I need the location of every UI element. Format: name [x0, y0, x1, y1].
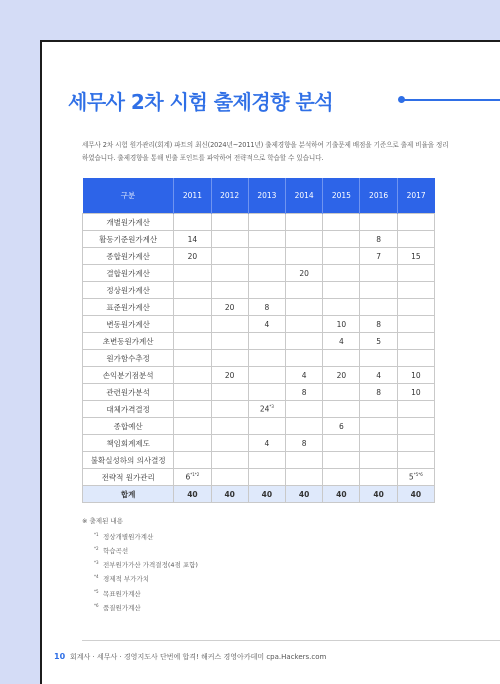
score-cell [360, 265, 397, 282]
row-subject: 정상원가계산 [83, 282, 174, 299]
score-value: 8 [376, 234, 381, 244]
score-cell [248, 299, 285, 316]
note-text: 전부원가가산 가격결정(4점 포함) [103, 561, 198, 570]
score-cell [211, 231, 248, 248]
score-cell [174, 231, 211, 248]
score-cell [397, 452, 434, 469]
score-cell [174, 248, 211, 265]
note-text: 정상개별원가계산 [103, 533, 154, 542]
score-cell [248, 265, 285, 282]
header-year: 2011 [174, 178, 211, 214]
score-cell [360, 418, 397, 435]
table-row [83, 418, 435, 435]
score-cell [360, 452, 397, 469]
score-value: 20 [336, 370, 347, 380]
note-mark: *6 [94, 602, 99, 608]
score-cell [174, 452, 211, 469]
table-row [83, 401, 435, 418]
row-subject: 결합원가계산 [83, 265, 174, 282]
row-subject: 초변동원가계산 [83, 333, 174, 350]
footnote-mark: *1*2 [190, 472, 200, 478]
score-cell [248, 384, 285, 401]
score-cell [286, 265, 323, 282]
table-row [83, 231, 435, 248]
row-subject: 관련원가분석 [83, 384, 174, 401]
score-value: 4 [338, 336, 344, 346]
row-subject: 전략적 원가관리 [83, 469, 174, 486]
score-cell [174, 401, 211, 418]
score-value: 5 [376, 336, 381, 346]
total-cell: 40 [248, 486, 285, 503]
row-subject: 개별원가계산 [83, 214, 174, 231]
score-cell [397, 316, 434, 333]
score-cell [360, 350, 397, 367]
note-item [94, 529, 198, 543]
score-cell [174, 333, 211, 350]
header-subject: 구분 [83, 178, 174, 214]
note-text: 목표원가계산 [103, 589, 141, 598]
score-value: 4 [376, 370, 381, 380]
table-row [83, 333, 435, 350]
score-cell [397, 282, 434, 299]
row-subject: 대체가격결정 [83, 401, 174, 418]
score-cell [286, 248, 323, 265]
table-row [83, 214, 435, 231]
score-cell [286, 469, 323, 486]
header-year: 2013 [248, 178, 285, 214]
score-cell [397, 333, 434, 350]
score-cell [397, 248, 434, 265]
score-cell [360, 282, 397, 299]
score-cell [211, 333, 248, 350]
header-year: 2014 [286, 178, 323, 214]
score-cell [248, 316, 285, 333]
score-value: 14 [187, 234, 198, 244]
score-cell [323, 333, 360, 350]
footer-text: 회계사 · 세무사 · 경영지도사 단번에 합격! 해커스 경영아카데미 cpa.Hackers.com [70, 653, 327, 661]
note-mark: *3 [94, 560, 99, 566]
score-cell [286, 316, 323, 333]
score-value: 6 [338, 421, 344, 431]
score-cell [397, 367, 434, 384]
note-item [94, 600, 198, 614]
score-cell [248, 367, 285, 384]
table-row [83, 384, 435, 401]
header-year: 2012 [211, 178, 248, 214]
score-value: 8 [376, 319, 381, 329]
score-cell [323, 282, 360, 299]
score-cell [397, 401, 434, 418]
table-row [83, 435, 435, 452]
header-year: 2016 [360, 178, 397, 214]
table-row [83, 367, 435, 384]
score-cell [323, 435, 360, 452]
score-value: 10 [336, 319, 347, 329]
score-value: 5 [408, 472, 414, 482]
score-cell [286, 299, 323, 316]
score-cell [174, 316, 211, 333]
score-cell [248, 231, 285, 248]
table-row [83, 350, 435, 367]
row-subject: 표준원가계산 [83, 299, 174, 316]
note-text: 학습곡선 [103, 547, 129, 556]
intro-paragraph: 세무사 2차 시험 원가관리(회계) 파트의 최신(2024년~2011년) 출제경향을 분석하여 기출문제 배점을 기준으로 출제 비율을 정리하였습니다. 출제경향을 통해 빈출 포인트를 파악하여 전략적으로 학습할 수 있습니다. [82, 141, 449, 162]
score-value: 8 [301, 387, 307, 397]
score-cell [286, 418, 323, 435]
score-cell [211, 384, 248, 401]
score-value: 6 [185, 472, 191, 482]
score-cell [248, 469, 285, 486]
header-year: 2015 [323, 178, 360, 214]
notes-heading: ※ 출제된 내용 [82, 517, 123, 525]
footer-rule [82, 640, 500, 641]
note-item [94, 571, 198, 585]
score-cell [174, 299, 211, 316]
score-cell [397, 350, 434, 367]
score-cell [174, 214, 211, 231]
score-cell [323, 469, 360, 486]
score-cell [397, 231, 434, 248]
score-cell [323, 452, 360, 469]
score-cell [286, 401, 323, 418]
footnote-mark: *3 [269, 404, 274, 410]
score-cell [211, 435, 248, 452]
score-cell [174, 469, 211, 486]
score-cell [360, 401, 397, 418]
score-cell [323, 214, 360, 231]
page-footer [40, 640, 500, 684]
row-subject: 종합예산 [83, 418, 174, 435]
score-value: 7 [376, 251, 381, 261]
score-cell [360, 367, 397, 384]
score-value: 8 [376, 387, 381, 397]
notes-block [82, 516, 198, 614]
notes-list [82, 529, 198, 614]
score-cell [323, 384, 360, 401]
score-cell [211, 248, 248, 265]
table-row [83, 469, 435, 486]
table-row [83, 316, 435, 333]
score-cell [211, 299, 248, 316]
footnote-mark: *5*6 [413, 472, 423, 478]
score-cell [323, 367, 360, 384]
score-cell [360, 469, 397, 486]
score-cell [397, 435, 434, 452]
score-value: 10 [411, 370, 421, 380]
score-cell [360, 384, 397, 401]
row-subject: 불확실성하의 의사결정 [83, 452, 174, 469]
score-cell [174, 435, 211, 452]
score-cell [211, 367, 248, 384]
score-cell [286, 367, 323, 384]
score-cell [248, 418, 285, 435]
score-cell [360, 435, 397, 452]
score-cell [397, 265, 434, 282]
note-mark: *5 [94, 588, 99, 594]
score-value: 15 [411, 251, 421, 261]
total-cell: 40 [286, 486, 323, 503]
total-cell: 40 [397, 486, 434, 503]
score-cell [286, 333, 323, 350]
score-cell [323, 418, 360, 435]
title-block [68, 86, 500, 116]
total-cell: 40 [211, 486, 248, 503]
score-cell [248, 435, 285, 452]
page-number: 10 [54, 652, 66, 661]
score-cell [323, 231, 360, 248]
score-value: 20 [224, 370, 235, 380]
note-mark: *1 [94, 532, 99, 537]
table-row [83, 265, 435, 282]
score-cell [286, 282, 323, 299]
score-cell [211, 214, 248, 231]
note-mark: *2 [94, 546, 99, 552]
score-cell [174, 418, 211, 435]
table-total-row [83, 486, 435, 503]
row-subject: 활동기준원가계산 [83, 231, 174, 248]
score-cell [323, 248, 360, 265]
note-text: 품질원가계산 [103, 603, 141, 612]
score-cell [323, 316, 360, 333]
score-cell [323, 350, 360, 367]
score-cell [360, 248, 397, 265]
score-cell [248, 401, 285, 418]
score-cell [397, 469, 434, 486]
header-year: 2017 [397, 178, 434, 214]
exam-trend-table [82, 178, 435, 503]
row-subject: 종합원가계산 [83, 248, 174, 265]
score-value: 20 [224, 302, 235, 312]
note-text: 경제적 부가가치 [103, 575, 150, 584]
score-cell [360, 214, 397, 231]
score-value: 4 [301, 370, 307, 380]
score-cell [397, 214, 434, 231]
score-cell [248, 214, 285, 231]
score-cell [286, 384, 323, 401]
score-cell [211, 282, 248, 299]
score-cell [286, 452, 323, 469]
score-cell [174, 265, 211, 282]
score-cell [211, 265, 248, 282]
score-cell [174, 367, 211, 384]
note-mark: *4 [94, 574, 99, 580]
total-cell: 40 [174, 486, 211, 503]
score-value: 20 [299, 268, 309, 278]
row-subject: 책임회계제도 [83, 435, 174, 452]
score-cell [211, 452, 248, 469]
table-header-row [83, 178, 435, 214]
score-cell [211, 316, 248, 333]
score-cell [174, 384, 211, 401]
score-value: 20 [187, 251, 198, 261]
score-value: 24 [259, 404, 270, 414]
score-cell [248, 333, 285, 350]
row-subject: 손익분기점분석 [83, 367, 174, 384]
table-row [83, 299, 435, 316]
score-cell [286, 350, 323, 367]
score-cell [397, 299, 434, 316]
score-value: 4 [264, 438, 270, 448]
note-item [94, 586, 198, 600]
total-cell: 40 [323, 486, 360, 503]
score-cell [360, 333, 397, 350]
score-cell [397, 418, 434, 435]
score-value: 8 [301, 438, 307, 448]
score-cell [248, 282, 285, 299]
table-body [83, 214, 435, 486]
frame-line-left [40, 40, 42, 684]
note-item [94, 557, 198, 571]
total-cell: 40 [360, 486, 397, 503]
score-value: 4 [264, 319, 270, 329]
score-cell [211, 418, 248, 435]
row-subject: 변동원가계산 [83, 316, 174, 333]
total-label: 합계 [83, 486, 174, 503]
score-cell [174, 350, 211, 367]
frame-line-top [40, 40, 500, 42]
score-cell [286, 214, 323, 231]
score-cell [248, 248, 285, 265]
table-row [83, 452, 435, 469]
score-cell [323, 401, 360, 418]
title-rule [400, 99, 500, 101]
table-row [83, 248, 435, 265]
row-subject: 원가함수추정 [83, 350, 174, 367]
score-cell [397, 384, 434, 401]
table-row [83, 282, 435, 299]
page-title: 세무사 2차 시험 출제경향 분석 [68, 90, 334, 114]
score-cell [286, 231, 323, 248]
score-cell [248, 452, 285, 469]
score-cell [211, 350, 248, 367]
score-cell [248, 350, 285, 367]
score-value: 10 [411, 387, 421, 397]
score-cell [174, 282, 211, 299]
score-cell [211, 401, 248, 418]
score-cell [323, 299, 360, 316]
score-value: 8 [264, 302, 270, 312]
score-cell [360, 299, 397, 316]
score-cell [286, 435, 323, 452]
note-item [94, 543, 198, 557]
score-cell [360, 231, 397, 248]
score-cell [323, 265, 360, 282]
score-cell [211, 469, 248, 486]
score-cell [360, 316, 397, 333]
